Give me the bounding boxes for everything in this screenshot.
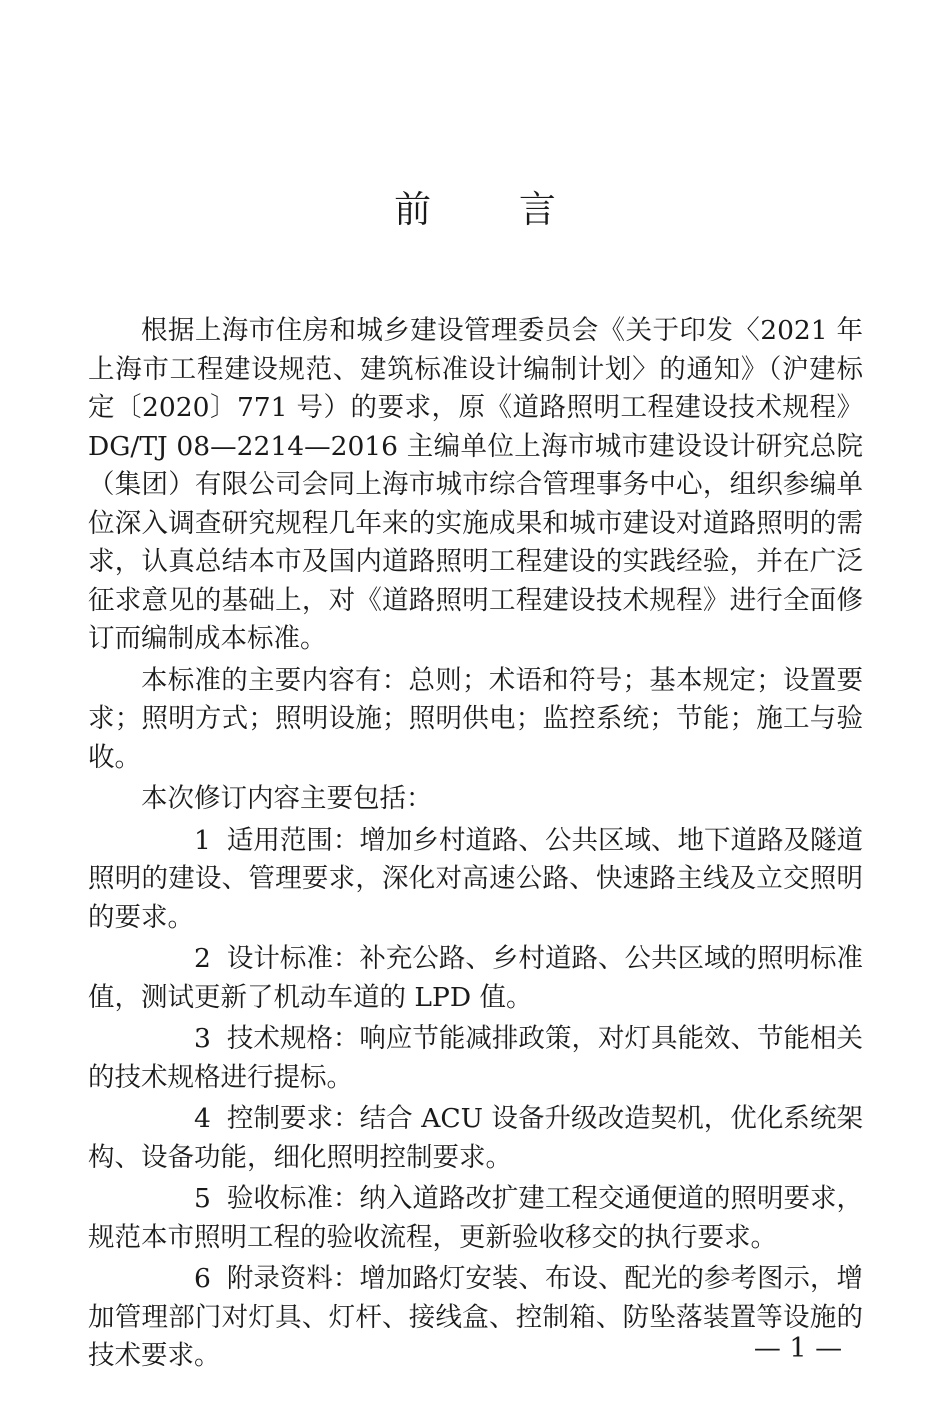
- item-text: 控制要求：结合 ACU 设备升级改造契机，优化系统架构、设备功能，细化照明控制要求。: [88, 1103, 863, 1173]
- paragraph-main-content: 本标准的主要内容有：总则；术语和符号；基本规定；设置要求；照明方式；照明设施；照明供电；监控系统；节能；施工与验收。: [88, 664, 863, 773]
- paragraph-revision-intro: 本次修订内容主要包括：: [141, 783, 433, 814]
- item-text: 适用范围：增加乡村道路、公共区域、地下道路及隧道照明的建设、管理要求，深化对高速公路、快速路主线及立交照明的要求。: [88, 824, 863, 933]
- item-text: 附录资料：增加路灯安装、布设、配光的参考图示，增加管理部门对灯具、灯杆、接线盒、控制箱、防坠落装置等设施的技术要求。: [88, 1263, 863, 1371]
- item-number: 2: [194, 943, 211, 974]
- item-number: 1: [194, 824, 211, 856]
- item-text: 设计标准：补充公路、乡村道路、公共区域的照明标准值，测试更新了机动车道的 LPD 值。: [88, 943, 863, 1013]
- revision-item-4: [88, 1100, 863, 1177]
- preface-body: [88, 312, 863, 1376]
- item-number: 5: [194, 1183, 211, 1214]
- item-number: 4: [194, 1103, 211, 1134]
- revision-item-2: [88, 940, 863, 1017]
- item-number: 6: [194, 1263, 211, 1294]
- item-text: 验收标准：纳入道路改扩建工程交通便道的照明要求，规范本市照明工程的验收流程，更新验收移交的执行要求。: [88, 1183, 863, 1253]
- item-text: 技术规格：响应节能减排政策，对灯具能效、节能相关的技术规格进行提标。: [88, 1023, 863, 1093]
- page-number: — 1 —: [753, 1333, 843, 1364]
- revision-item-3: [88, 1020, 863, 1097]
- page-title: 前 言: [394, 188, 594, 231]
- paragraph-basis: 根据上海市住房和城乡建设管理委员会《关于印发〈2021 年上海市工程建设规范、建筑标准设计编制计划〉的通知》（沪建标定〔2020〕771 号）的要求，原《道路照明工程建设技术规程》DG/TJ 08—2214—2016 主编单位上海市城市建设设计研究总院（集团）有限公司会同上海市城市综合管理事务中心，组织参编单位深入调查研究规程几年来的实施成果和城市建设对道路照明的需求，认真总结本市及国内道路照明工程建设的实践经验，并在广泛征求意见的基础上，对《道路照明工程建设技术规程》进行全面修订而编制成本标准。: [88, 315, 863, 654]
- item-number: 3: [194, 1023, 211, 1054]
- revision-item-1: [88, 822, 863, 938]
- revision-item-5: [88, 1180, 863, 1257]
